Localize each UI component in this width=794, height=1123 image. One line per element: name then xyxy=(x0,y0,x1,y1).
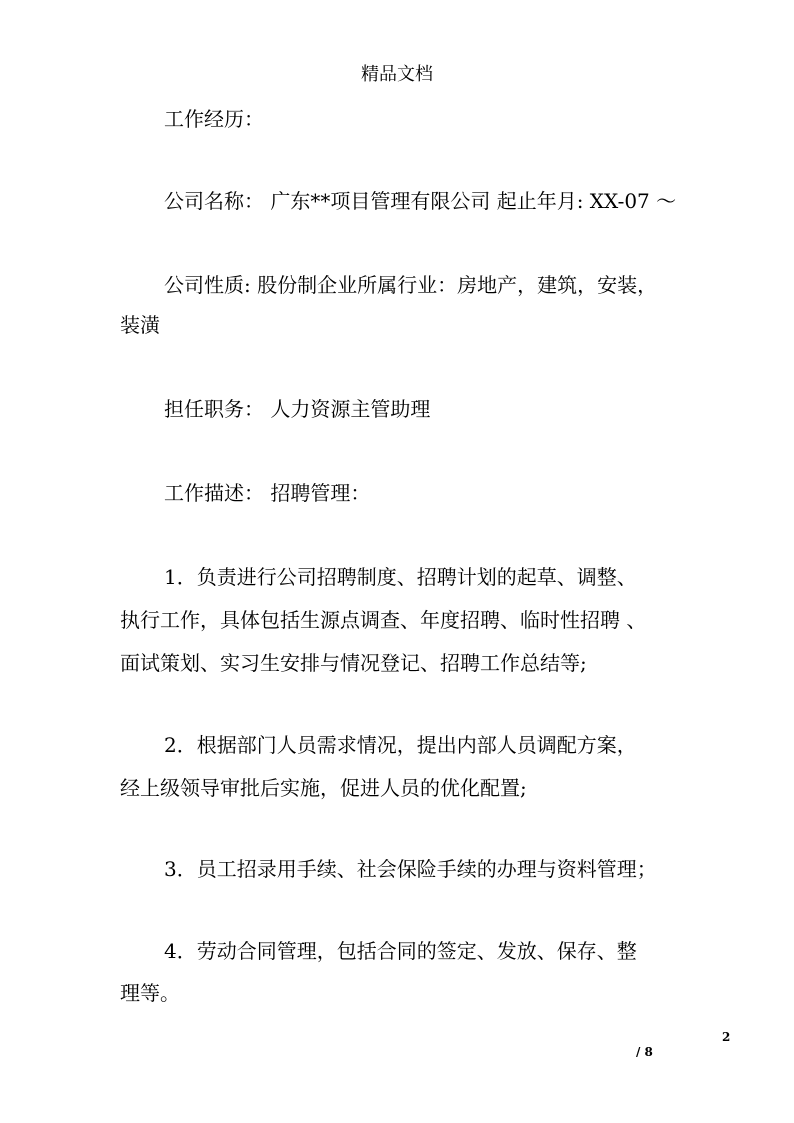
item-4-line-1: 4．劳动合同管理，包括合同的签定、发放、保存、整 xyxy=(164,939,637,963)
company-nature-line-cont: 装潢 xyxy=(120,313,160,337)
item-1-line-3: 面试策划、实习生安排与情况登记、招聘工作总结等; xyxy=(120,651,587,675)
item-1-line-1: 1．负责进行公司招聘制度、招聘计划的起草、调整、 xyxy=(164,565,637,589)
item-2-line-1: 2．根据部门人员需求情况，提出内部人员调配方案， xyxy=(164,733,637,757)
item-3-line-1: 3．员工招录用手续、社会保险手续的办理与资料管理； xyxy=(164,857,657,881)
item-1-line-2: 执行工作，具体包括生源点调查、年度招聘、临时性招聘 、 xyxy=(120,608,647,632)
page-total: / 8 xyxy=(636,1045,653,1059)
work-experience-heading: 工作经历： xyxy=(164,107,264,131)
company-nature-line: 公司性质: 股份制企业所属行业：房地产，建筑，安装， xyxy=(164,273,658,297)
page-number: 2 xyxy=(722,1030,731,1044)
position-line: 担任职务： 人力资源主管助理 xyxy=(164,397,431,421)
item-4-line-2: 理等。 xyxy=(120,981,180,1005)
item-2-line-2: 经上级领导审批后实施，促进人员的优化配置; xyxy=(120,776,527,800)
company-name-line: 公司名称： 广东**项目管理有限公司 起止年月: XX-07 ～ xyxy=(164,189,677,213)
description-line: 工作描述： 招聘管理： xyxy=(164,481,371,505)
document-header: 精品文档 xyxy=(361,64,433,85)
